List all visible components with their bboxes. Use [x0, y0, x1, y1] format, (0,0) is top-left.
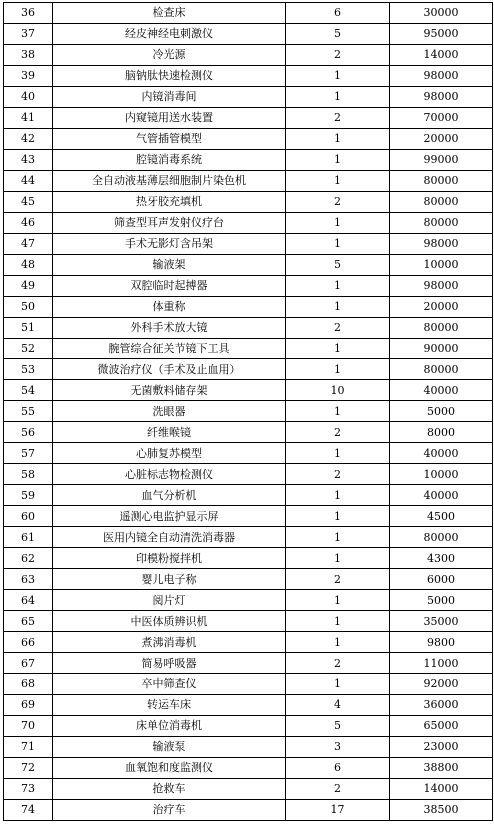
table-row [4, 170, 493, 191]
row-number-cell: 40 [4, 86, 53, 107]
quantity-cell: 2 [286, 317, 390, 338]
row-number-cell: 63 [4, 569, 53, 590]
quantity-cell: 1 [286, 632, 390, 653]
equipment-name-cell: 腔镜消毒系统 [53, 149, 286, 170]
quantity-cell: 1 [286, 65, 390, 86]
quantity-cell: 1 [286, 359, 390, 380]
equipment-name-cell: 简易呼吸器 [53, 653, 286, 674]
equipment-name-cell: 医用内镜全自动清洗消毒器 [53, 527, 286, 548]
row-number-cell: 68 [4, 674, 53, 695]
row-number-cell: 58 [4, 464, 53, 485]
equipment-name-cell: 气管插管模型 [53, 128, 286, 149]
price-cell: 20000 [390, 128, 493, 149]
quantity-cell: 1 [286, 212, 390, 233]
table-row [4, 317, 493, 338]
equipment-name-cell: 筛查型耳声发射仪疗台 [53, 212, 286, 233]
quantity-cell: 5 [286, 23, 390, 44]
equipment-name-cell: 热牙胶充填机 [53, 191, 286, 212]
quantity-cell: 1 [286, 233, 390, 254]
price-cell: 40000 [390, 485, 493, 506]
price-cell: 35000 [390, 611, 493, 632]
row-number-cell: 57 [4, 443, 53, 464]
equipment-name-cell: 转运车床 [53, 694, 286, 715]
quantity-cell: 1 [286, 590, 390, 611]
table-row [4, 65, 493, 86]
price-cell: 8000 [390, 422, 493, 443]
row-number-cell: 44 [4, 170, 53, 191]
equipment-table-body [4, 3, 493, 821]
table-row [4, 128, 493, 149]
quantity-cell: 1 [286, 674, 390, 695]
quantity-cell: 2 [286, 191, 390, 212]
table-row [4, 757, 493, 778]
equipment-name-cell: 心肺复苏模型 [53, 443, 286, 464]
price-cell: 6000 [390, 569, 493, 590]
table-row [4, 674, 493, 695]
row-number-cell: 45 [4, 191, 53, 212]
table-row [4, 86, 493, 107]
table-row [4, 380, 493, 401]
row-number-cell: 74 [4, 799, 53, 820]
table-row [4, 359, 493, 380]
quantity-cell: 2 [286, 464, 390, 485]
table-row [4, 44, 493, 65]
table-row [4, 296, 493, 317]
quantity-cell: 1 [286, 506, 390, 527]
quantity-cell: 5 [286, 715, 390, 736]
quantity-cell: 1 [286, 86, 390, 107]
equipment-name-cell: 无菌敷料储存架 [53, 380, 286, 401]
price-cell: 80000 [390, 317, 493, 338]
price-cell: 80000 [390, 191, 493, 212]
price-cell: 20000 [390, 296, 493, 317]
quantity-cell: 2 [286, 422, 390, 443]
quantity-cell: 1 [286, 128, 390, 149]
quantity-cell: 1 [286, 149, 390, 170]
equipment-name-cell: 双腔临时起搏器 [53, 275, 286, 296]
table-row [4, 464, 493, 485]
table-row [4, 715, 493, 736]
price-cell: 11000 [390, 653, 493, 674]
price-cell: 99000 [390, 149, 493, 170]
row-number-cell: 48 [4, 254, 53, 275]
equipment-name-cell: 婴儿电子称 [53, 569, 286, 590]
price-cell: 98000 [390, 233, 493, 254]
table-row [4, 191, 493, 212]
equipment-name-cell: 冷光源 [53, 44, 286, 65]
price-cell: 30000 [390, 3, 493, 24]
row-number-cell: 71 [4, 736, 53, 757]
equipment-name-cell: 心脏标志物检测仪 [53, 464, 286, 485]
equipment-table [3, 2, 493, 821]
row-number-cell: 51 [4, 317, 53, 338]
equipment-name-cell: 遥测心电监护显示屏 [53, 506, 286, 527]
quantity-cell: 2 [286, 569, 390, 590]
price-cell: 80000 [390, 170, 493, 191]
price-cell: 10000 [390, 254, 493, 275]
price-cell: 10000 [390, 464, 493, 485]
price-cell: 14000 [390, 778, 493, 799]
equipment-name-cell: 煮沸消毒机 [53, 632, 286, 653]
equipment-name-cell: 中医体质辨识机 [53, 611, 286, 632]
row-number-cell: 46 [4, 212, 53, 233]
equipment-name-cell: 洗眼器 [53, 401, 286, 422]
row-number-cell: 73 [4, 778, 53, 799]
price-cell: 98000 [390, 65, 493, 86]
price-cell: 14000 [390, 44, 493, 65]
equipment-name-cell: 治疗车 [53, 799, 286, 820]
equipment-name-cell: 印模粉搅拌机 [53, 548, 286, 569]
row-number-cell: 54 [4, 380, 53, 401]
price-cell: 36000 [390, 694, 493, 715]
row-number-cell: 47 [4, 233, 53, 254]
price-cell: 40000 [390, 380, 493, 401]
table-row [4, 569, 493, 590]
equipment-name-cell: 全自动液基薄层细胞制片染色机 [53, 170, 286, 191]
equipment-name-cell: 经皮神经电刺激仪 [53, 23, 286, 44]
row-number-cell: 52 [4, 338, 53, 359]
equipment-name-cell: 内窥镜用送水装置 [53, 107, 286, 128]
row-number-cell: 64 [4, 590, 53, 611]
row-number-cell: 62 [4, 548, 53, 569]
table-row [4, 107, 493, 128]
table-row [4, 254, 493, 275]
row-number-cell: 43 [4, 149, 53, 170]
quantity-cell: 1 [286, 296, 390, 317]
equipment-name-cell: 纤维喉镜 [53, 422, 286, 443]
quantity-cell: 1 [286, 548, 390, 569]
equipment-name-cell: 微波治疗仪（手术及止血用） [53, 359, 286, 380]
table-row [4, 23, 493, 44]
price-cell: 95000 [390, 23, 493, 44]
row-number-cell: 41 [4, 107, 53, 128]
price-cell: 80000 [390, 359, 493, 380]
table-row [4, 338, 493, 359]
table-row [4, 527, 493, 548]
price-cell: 90000 [390, 338, 493, 359]
price-cell: 23000 [390, 736, 493, 757]
equipment-name-cell: 腕管综合征关节镜下工具 [53, 338, 286, 359]
quantity-cell: 4 [286, 694, 390, 715]
equipment-name-cell: 输液架 [53, 254, 286, 275]
table-row [4, 149, 493, 170]
price-cell: 4300 [390, 548, 493, 569]
price-cell: 5000 [390, 401, 493, 422]
equipment-name-cell: 体重称 [53, 296, 286, 317]
quantity-cell: 17 [286, 799, 390, 820]
equipment-name-cell: 血气分析机 [53, 485, 286, 506]
table-row [4, 506, 493, 527]
equipment-name-cell: 卒中筛查仪 [53, 674, 286, 695]
price-cell: 70000 [390, 107, 493, 128]
table-row [4, 611, 493, 632]
row-number-cell: 56 [4, 422, 53, 443]
price-cell: 98000 [390, 275, 493, 296]
quantity-cell: 2 [286, 107, 390, 128]
price-cell: 4500 [390, 506, 493, 527]
table-row [4, 548, 493, 569]
quantity-cell: 6 [286, 3, 390, 24]
quantity-cell: 1 [286, 338, 390, 359]
equipment-name-cell: 抢救车 [53, 778, 286, 799]
equipment-name-cell: 床单位消毒机 [53, 715, 286, 736]
equipment-name-cell: 外科手术放大镜 [53, 317, 286, 338]
price-cell: 92000 [390, 674, 493, 695]
price-cell: 40000 [390, 443, 493, 464]
quantity-cell: 10 [286, 380, 390, 401]
price-cell: 98000 [390, 86, 493, 107]
row-number-cell: 55 [4, 401, 53, 422]
row-number-cell: 70 [4, 715, 53, 736]
table-row [4, 443, 493, 464]
price-cell: 80000 [390, 527, 493, 548]
row-number-cell: 39 [4, 65, 53, 86]
quantity-cell: 1 [286, 275, 390, 296]
price-cell: 38800 [390, 757, 493, 778]
price-cell: 80000 [390, 212, 493, 233]
row-number-cell: 53 [4, 359, 53, 380]
row-number-cell: 59 [4, 485, 53, 506]
table-row [4, 212, 493, 233]
table-row [4, 653, 493, 674]
equipment-name-cell: 内镜消毒间 [53, 86, 286, 107]
table-row [4, 401, 493, 422]
price-cell: 5000 [390, 590, 493, 611]
row-number-cell: 37 [4, 23, 53, 44]
price-cell: 38500 [390, 799, 493, 820]
quantity-cell: 5 [286, 254, 390, 275]
price-cell: 9800 [390, 632, 493, 653]
row-number-cell: 36 [4, 3, 53, 24]
table-row [4, 778, 493, 799]
row-number-cell: 69 [4, 694, 53, 715]
equipment-name-cell: 阅片灯 [53, 590, 286, 611]
row-number-cell: 49 [4, 275, 53, 296]
quantity-cell: 6 [286, 757, 390, 778]
table-row [4, 590, 493, 611]
quantity-cell: 1 [286, 443, 390, 464]
table-row [4, 632, 493, 653]
quantity-cell: 1 [286, 170, 390, 191]
quantity-cell: 2 [286, 653, 390, 674]
equipment-name-cell: 手术无影灯含吊架 [53, 233, 286, 254]
table-row [4, 3, 493, 24]
quantity-cell: 3 [286, 736, 390, 757]
table-row [4, 485, 493, 506]
row-number-cell: 61 [4, 527, 53, 548]
table-row [4, 736, 493, 757]
row-number-cell: 67 [4, 653, 53, 674]
equipment-name-cell: 检查床 [53, 3, 286, 24]
quantity-cell: 2 [286, 44, 390, 65]
table-row [4, 233, 493, 254]
quantity-cell: 1 [286, 485, 390, 506]
row-number-cell: 66 [4, 632, 53, 653]
quantity-cell: 1 [286, 401, 390, 422]
quantity-cell: 1 [286, 611, 390, 632]
row-number-cell: 50 [4, 296, 53, 317]
price-cell: 65000 [390, 715, 493, 736]
table-row [4, 422, 493, 443]
row-number-cell: 38 [4, 44, 53, 65]
table-row [4, 799, 493, 820]
row-number-cell: 60 [4, 506, 53, 527]
equipment-name-cell: 血氧饱和度监测仪 [53, 757, 286, 778]
table-row [4, 694, 493, 715]
table-row [4, 275, 493, 296]
quantity-cell: 1 [286, 527, 390, 548]
equipment-name-cell: 输液泵 [53, 736, 286, 757]
row-number-cell: 65 [4, 611, 53, 632]
quantity-cell: 2 [286, 778, 390, 799]
equipment-name-cell: 脑钠肽快速检测仪 [53, 65, 286, 86]
row-number-cell: 42 [4, 128, 53, 149]
row-number-cell: 72 [4, 757, 53, 778]
